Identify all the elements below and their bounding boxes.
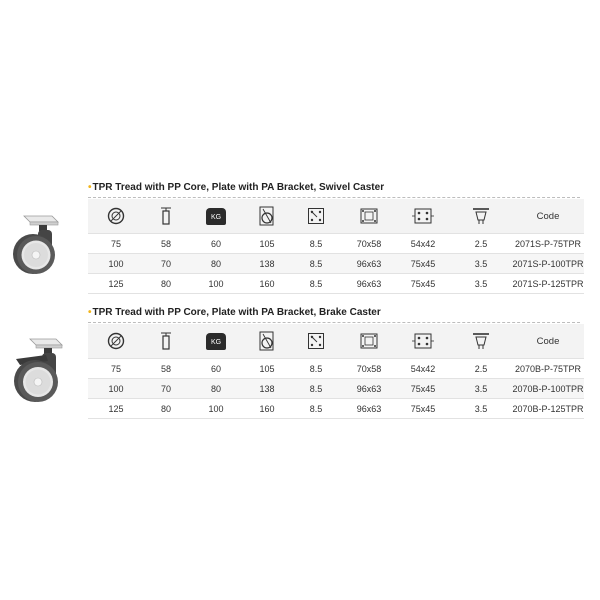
- hole-spacing-cell: 75x45: [396, 274, 450, 294]
- plate-size-cell: 96x63: [342, 399, 396, 419]
- thickness-cell: 2.5: [450, 234, 512, 254]
- wheel-diameter-cell: 125: [88, 274, 144, 294]
- header-cell: [290, 199, 342, 234]
- wheel-width-cell: 80: [144, 399, 188, 419]
- wheel-width-cell: 70: [144, 379, 188, 399]
- wheel-diameter-cell: 100: [88, 379, 144, 399]
- code-cell: 2070B-P-100TPR: [512, 379, 584, 399]
- plate-offset-icon: [307, 207, 325, 225]
- code-cell: 2071S-P-125TPR: [512, 274, 584, 294]
- thickness-cell: 3.5: [450, 274, 512, 294]
- header-cell: [342, 324, 396, 359]
- hole-spacing-cell: 75x45: [396, 379, 450, 399]
- header-cell: [188, 199, 244, 234]
- table-row: [88, 234, 584, 254]
- plate-size-cell: 96x63: [342, 254, 396, 274]
- header-cell: [244, 324, 290, 359]
- height-cell: 105: [244, 234, 290, 254]
- code-cell: 2071S-P-100TPR: [512, 254, 584, 274]
- thickness-cell: 3.5: [450, 254, 512, 274]
- wheel-width-cell: 58: [144, 234, 188, 254]
- offset-cell: 8.5: [290, 234, 342, 254]
- wheel-width-icon: [159, 206, 173, 226]
- table-row: [88, 399, 584, 419]
- hole-spacing-cell: 54x42: [396, 234, 450, 254]
- wheel-diameter-cell: 125: [88, 399, 144, 419]
- plate-thickness-icon: [472, 331, 490, 351]
- spec-table: [88, 324, 584, 419]
- plate-size-icon: [359, 332, 379, 350]
- divider: [88, 197, 580, 198]
- height-cell: 138: [244, 379, 290, 399]
- wheel-width-cell: 70: [144, 254, 188, 274]
- hole-spacing-icon: [412, 332, 434, 350]
- plate-offset-icon: [307, 332, 325, 350]
- code-cell: 2070B-P-75TPR: [512, 359, 584, 379]
- header-cell: [88, 199, 144, 234]
- plate-size-cell: 70x58: [342, 359, 396, 379]
- header-cell: [450, 324, 512, 359]
- code-header: Code: [512, 199, 584, 234]
- divider: [88, 322, 580, 323]
- wheel-width-cell: 58: [144, 359, 188, 379]
- overall-height-icon: [259, 331, 275, 351]
- load-cell: 100: [188, 399, 244, 419]
- load-cell: 80: [188, 254, 244, 274]
- code-cell: 2070B-P-125TPR: [512, 399, 584, 419]
- header-cell: [342, 199, 396, 234]
- table-header-row: [88, 324, 584, 359]
- wheel-diameter-cell: 100: [88, 254, 144, 274]
- height-cell: 138: [244, 254, 290, 274]
- header-cell: [144, 199, 188, 234]
- wheel-width-icon: [159, 331, 173, 351]
- wheel-diameter-icon: [107, 332, 125, 350]
- plate-size-cell: 70x58: [342, 234, 396, 254]
- header-cell: [290, 324, 342, 359]
- section-title: •TPR Tread with PP Core, Plate with PA Bracket, Swivel Caster: [88, 182, 385, 193]
- plate-size-cell: 96x63: [342, 274, 396, 294]
- table-header-row: [88, 199, 584, 234]
- plate-thickness-icon: [472, 206, 490, 226]
- offset-cell: 8.5: [290, 379, 342, 399]
- header-cell: [244, 199, 290, 234]
- header-cell: [188, 324, 244, 359]
- header-cell: [396, 324, 450, 359]
- hole-spacing-cell: 75x45: [396, 399, 450, 419]
- code-header: Code: [512, 324, 584, 359]
- table-row: [88, 274, 584, 294]
- spec-table: [88, 199, 584, 294]
- plate-size-icon: [359, 207, 379, 225]
- plate-size-cell: 96x63: [342, 379, 396, 399]
- table-row: [88, 359, 584, 379]
- load-capacity-icon: KG: [206, 333, 226, 350]
- wheel-diameter-cell: 75: [88, 234, 144, 254]
- wheel-width-cell: 80: [144, 274, 188, 294]
- table-row: [88, 379, 584, 399]
- hole-spacing-icon: [412, 207, 434, 225]
- height-cell: 160: [244, 399, 290, 419]
- code-cell: 2071S-P-75TPR: [512, 234, 584, 254]
- thickness-cell: 2.5: [450, 359, 512, 379]
- load-cell: 80: [188, 379, 244, 399]
- height-cell: 160: [244, 274, 290, 294]
- offset-cell: 8.5: [290, 274, 342, 294]
- section-title: •TPR Tread with PP Core, Plate with PA Bracket, Brake Caster: [88, 307, 381, 318]
- hole-spacing-cell: 75x45: [396, 254, 450, 274]
- load-cell: 60: [188, 234, 244, 254]
- wheel-diameter-icon: [107, 207, 125, 225]
- thickness-cell: 3.5: [450, 399, 512, 419]
- height-cell: 105: [244, 359, 290, 379]
- load-cell: 100: [188, 274, 244, 294]
- header-cell: [396, 199, 450, 234]
- load-capacity-icon: KG: [206, 208, 226, 225]
- load-cell: 60: [188, 359, 244, 379]
- swivel-caster-image: [6, 208, 72, 286]
- hole-spacing-cell: 54x42: [396, 359, 450, 379]
- offset-cell: 8.5: [290, 254, 342, 274]
- offset-cell: 8.5: [290, 399, 342, 419]
- overall-height-icon: [259, 206, 275, 226]
- offset-cell: 8.5: [290, 359, 342, 379]
- thickness-cell: 3.5: [450, 379, 512, 399]
- header-cell: [144, 324, 188, 359]
- header-cell: [450, 199, 512, 234]
- header-cell: [88, 324, 144, 359]
- brake-caster-image: [6, 335, 72, 413]
- table-row: [88, 254, 584, 274]
- wheel-diameter-cell: 75: [88, 359, 144, 379]
